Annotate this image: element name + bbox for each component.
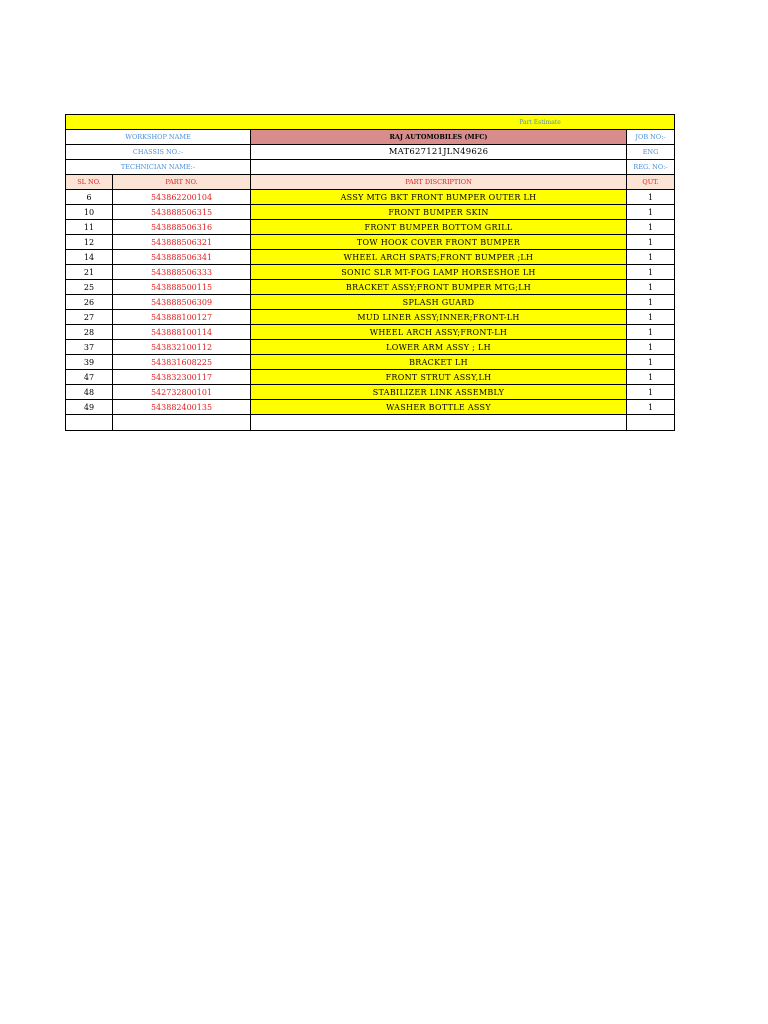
technician-name-value bbox=[251, 160, 627, 175]
sheet-title-cell bbox=[66, 115, 675, 130]
part-no-cell: 543888100127 bbox=[113, 310, 251, 325]
qty-cell: 1 bbox=[627, 370, 675, 385]
sl-no-cell: 28 bbox=[66, 325, 113, 340]
part-description-cell: SONIC SLR MT-FOG LAMP HORSESHOE LH bbox=[251, 265, 627, 280]
qty-cell: 1 bbox=[627, 190, 675, 205]
part-description-cell: FRONT BUMPER BOTTOM GRILL bbox=[251, 220, 627, 235]
part-no-cell: 543862200104 bbox=[113, 190, 251, 205]
part-no-cell: 542732800101 bbox=[113, 385, 251, 400]
technician-name-label: TECHNICIAN NAME:- bbox=[66, 160, 251, 175]
table-row bbox=[66, 310, 675, 325]
part-no-cell: 543888506309 bbox=[113, 295, 251, 310]
qty-cell: 1 bbox=[627, 400, 675, 415]
part-estimate-table bbox=[65, 114, 675, 431]
qty-cell: 1 bbox=[627, 295, 675, 310]
part-no-cell: 543831608225 bbox=[113, 355, 251, 370]
chassis-row bbox=[66, 145, 675, 160]
sl-no-cell: 14 bbox=[66, 250, 113, 265]
part-description-cell: WASHER BOTTLE ASSY bbox=[251, 400, 627, 415]
sl-no-cell: 21 bbox=[66, 265, 113, 280]
part-description-cell: TOW HOOK COVER FRONT BUMPER bbox=[251, 235, 627, 250]
title-row bbox=[66, 115, 675, 130]
part-description-cell: BRACKET LH bbox=[251, 355, 627, 370]
sheet-title: Part Estimate bbox=[519, 118, 561, 126]
qty-cell: 1 bbox=[627, 310, 675, 325]
workshop-row bbox=[66, 130, 675, 145]
sl-no-cell: 10 bbox=[66, 205, 113, 220]
col-header-sl-no: SL NO. bbox=[66, 175, 113, 190]
part-description-cell: STABILIZER LINK ASSEMBLY bbox=[251, 385, 627, 400]
part-description-cell: WHEEL ARCH ASSY;FRONT-LH bbox=[251, 325, 627, 340]
qty-cell: 1 bbox=[627, 280, 675, 295]
qty-cell: 1 bbox=[627, 250, 675, 265]
qty-cell: 1 bbox=[627, 355, 675, 370]
part-no-cell: 543882400135 bbox=[113, 400, 251, 415]
empty-sl-cell bbox=[66, 415, 113, 431]
part-no-cell: 543888500115 bbox=[113, 280, 251, 295]
workshop-name-label: WORKSHOP NAME bbox=[66, 130, 251, 145]
table-row bbox=[66, 250, 675, 265]
part-no-cell: 543832300117 bbox=[113, 370, 251, 385]
sl-no-cell: 49 bbox=[66, 400, 113, 415]
qty-cell: 1 bbox=[627, 265, 675, 280]
part-no-cell: 543888100114 bbox=[113, 325, 251, 340]
column-header-row bbox=[66, 175, 675, 190]
part-description-cell: FRONT BUMPER SKIN bbox=[251, 205, 627, 220]
sl-no-cell: 12 bbox=[66, 235, 113, 250]
part-no-cell: 543888506316 bbox=[113, 220, 251, 235]
part-description-cell: FRONT STRUT ASSY,LH bbox=[251, 370, 627, 385]
table-row bbox=[66, 355, 675, 370]
qty-cell: 1 bbox=[627, 205, 675, 220]
table-row bbox=[66, 325, 675, 340]
qty-cell: 1 bbox=[627, 385, 675, 400]
qty-cell: 1 bbox=[627, 325, 675, 340]
table-row bbox=[66, 340, 675, 355]
table-row bbox=[66, 235, 675, 250]
eng-label: ENG bbox=[627, 145, 675, 160]
sl-no-cell: 47 bbox=[66, 370, 113, 385]
table-row bbox=[66, 220, 675, 235]
sl-no-cell: 26 bbox=[66, 295, 113, 310]
table-row bbox=[66, 370, 675, 385]
qty-cell: 1 bbox=[627, 220, 675, 235]
part-description-cell: LOWER ARM ASSY ; LH bbox=[251, 340, 627, 355]
sl-no-cell: 25 bbox=[66, 280, 113, 295]
empty-part-no-cell bbox=[113, 415, 251, 431]
table-row bbox=[66, 295, 675, 310]
qty-cell: 1 bbox=[627, 340, 675, 355]
workshop-name-value: RAJ AUTOMOBILES (MFC) bbox=[251, 130, 627, 145]
part-no-cell: 543888506315 bbox=[113, 205, 251, 220]
job-no-label: JOB NO:- bbox=[627, 130, 675, 145]
table-row bbox=[66, 400, 675, 415]
sl-no-cell: 11 bbox=[66, 220, 113, 235]
part-description-cell: SPLASH GUARD bbox=[251, 295, 627, 310]
part-description-cell: MUD LINER ASSY;INNER;FRONT-LH bbox=[251, 310, 627, 325]
table-row bbox=[66, 280, 675, 295]
technician-row bbox=[66, 160, 675, 175]
part-no-cell: 543888506341 bbox=[113, 250, 251, 265]
empty-row bbox=[66, 415, 675, 431]
table-row bbox=[66, 205, 675, 220]
qty-cell: 1 bbox=[627, 235, 675, 250]
table-row bbox=[66, 385, 675, 400]
col-header-part-no: PART NO. bbox=[113, 175, 251, 190]
table-row bbox=[66, 265, 675, 280]
part-no-cell: 543832100112 bbox=[113, 340, 251, 355]
part-no-cell: 543888506321 bbox=[113, 235, 251, 250]
part-description-cell: WHEEL ARCH SPATS;FRONT BUMPER ;LH bbox=[251, 250, 627, 265]
chassis-no-value: MAT627121JLN49626 bbox=[251, 145, 627, 160]
part-no-cell: 543888506333 bbox=[113, 265, 251, 280]
part-description-cell: ASSY MTG BKT FRONT BUMPER OUTER LH bbox=[251, 190, 627, 205]
col-header-part-description: PART DISCRIPTION bbox=[251, 175, 627, 190]
chassis-no-label: CHASSIS NO.:- bbox=[66, 145, 251, 160]
empty-description-cell bbox=[251, 415, 627, 431]
reg-no-label: REG. NO:- bbox=[627, 160, 675, 175]
sl-no-cell: 48 bbox=[66, 385, 113, 400]
sl-no-cell: 39 bbox=[66, 355, 113, 370]
sl-no-cell: 27 bbox=[66, 310, 113, 325]
sl-no-cell: 37 bbox=[66, 340, 113, 355]
part-description-cell: BRACKET ASSY;FRONT BUMPER MTG;LH bbox=[251, 280, 627, 295]
sl-no-cell: 6 bbox=[66, 190, 113, 205]
col-header-qty: QUT. bbox=[627, 175, 675, 190]
table-row bbox=[66, 190, 675, 205]
empty-qty-cell bbox=[627, 415, 675, 431]
